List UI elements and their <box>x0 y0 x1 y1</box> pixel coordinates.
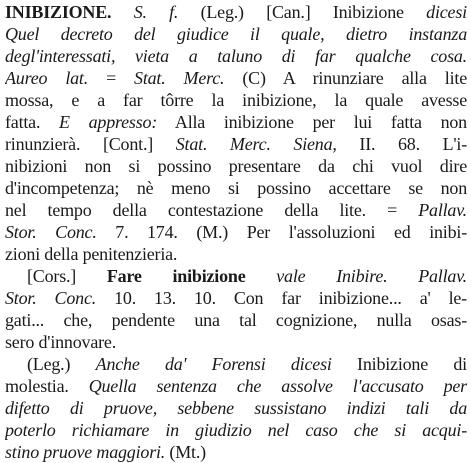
definition-text: stino pruove maggiori. <box>5 442 166 462</box>
quotation-text: Per l'assoluzioni ed inibi- <box>246 222 467 242</box>
entry-line-10 <box>5 199 467 221</box>
quotation-text: d'incompetenza; nè meno si possino accettare se non <box>5 178 467 198</box>
entry-line-15 <box>5 309 467 331</box>
quotation-text: rinunzierà. <box>5 134 81 154</box>
entry-line-13 <box>27 265 467 287</box>
citation-source: Stor. Conc. <box>5 222 97 242</box>
citation-source: Pallav. <box>418 200 467 220</box>
entry-line-5 <box>5 89 467 111</box>
entry-line-7 <box>5 133 467 155</box>
citation-tag: (Leg.) <box>27 354 71 374</box>
definition-text: Quel decreto del giudice il quale, dietro instanza <box>5 24 467 44</box>
equals-sign: = <box>106 68 117 88</box>
citation-reference: 10. 13. 10. <box>114 288 216 308</box>
definition-text: Inibizione <box>332 2 404 22</box>
quotation-text: L'i- <box>442 134 467 154</box>
entry-line-18 <box>5 375 467 397</box>
citation-tag: [Cont.] <box>102 134 154 154</box>
quotation-text: gati... che, pendente una tal cognizione, nulla osas- <box>5 310 467 330</box>
equals-sign: = <box>387 200 398 220</box>
entry-line-6 <box>5 111 467 133</box>
entry-line-16 <box>5 331 467 353</box>
entry-line-11 <box>5 221 467 243</box>
vale-note: vale <box>276 266 306 286</box>
citation-reference: II. 68. <box>359 134 420 154</box>
entry-line-21 <box>5 441 467 463</box>
definition-text: degl'interessati, vieta a taluno di far qualche cosa. <box>5 46 467 66</box>
entry-line-1 <box>5 1 467 23</box>
citation-tag: (C) <box>242 68 266 88</box>
entry-line-2 <box>5 23 467 45</box>
entry-line-9 <box>5 177 467 199</box>
definition-text: molestia. <box>5 376 69 396</box>
appresso-note: E appresso: <box>59 112 158 132</box>
citation-source: Stat. Merc. Siena, <box>175 134 337 154</box>
entry-line-19 <box>5 397 467 419</box>
quotation-text: nibizioni non si possino presentare da chi vuol dire <box>5 156 467 176</box>
cross-reference: Inibire. <box>336 266 388 286</box>
citation-tag: (Mt.) <box>169 442 206 462</box>
quotation-text: zioni della penitenzieria. <box>5 244 178 264</box>
entry-line-20 <box>5 419 467 441</box>
quotation-text: fatta. <box>5 112 41 132</box>
citation-source: Pallav. <box>418 266 467 286</box>
entry-line-17 <box>27 353 467 375</box>
part-of-speech: S. f. <box>133 2 179 22</box>
phrase-heading: Fare inibizione <box>106 266 246 286</box>
citation-source: Stor. Conc. <box>5 288 97 308</box>
headword: INIBIZIONE. <box>5 2 112 22</box>
quotation-text: nel tempo della contestazione della lite. <box>5 200 366 220</box>
definition-text: dicesi <box>426 2 467 22</box>
definition-text: Quella sentenza che assolve l'accusato per <box>88 376 467 396</box>
citation-source: Stat. Merc. <box>134 68 225 88</box>
citation-tag: (M.) <box>196 222 229 242</box>
quotation-text: Con far inibizione... a' le- <box>233 288 467 308</box>
quotation-text: A rinunziare alla lite <box>282 68 467 88</box>
definition-text: poterlo richiamare in giudizio nel caso che si acqui- <box>5 420 467 440</box>
quotation-text: sero d'innovare. <box>5 332 117 352</box>
forensic-note: Anche da' Forensi dicesi <box>95 354 332 374</box>
entry-line-14 <box>5 287 467 309</box>
entry-line-8 <box>5 155 467 177</box>
quotation-text: Alla inibizione per lui fatta non <box>174 112 467 132</box>
definition-text: difetto di pruove, sebbene sussistano indizi tali da <box>5 398 467 418</box>
quotation-text: mossa, e a far tôrre la inibizione, la quale avesse <box>5 90 467 110</box>
citation-tag: [Cors.] <box>27 266 77 286</box>
register-tag-leg: (Leg.) <box>200 2 244 22</box>
entry-line-3 <box>5 45 467 67</box>
citation-reference: 7. 174. <box>115 222 178 242</box>
entry-line-4 <box>5 67 467 89</box>
entry-line-12 <box>5 243 467 265</box>
register-tag-can: [Can.] <box>266 2 311 22</box>
aureo-latin-note: Aureo lat. <box>5 68 89 88</box>
definition-text: Inibizione di <box>357 354 467 374</box>
